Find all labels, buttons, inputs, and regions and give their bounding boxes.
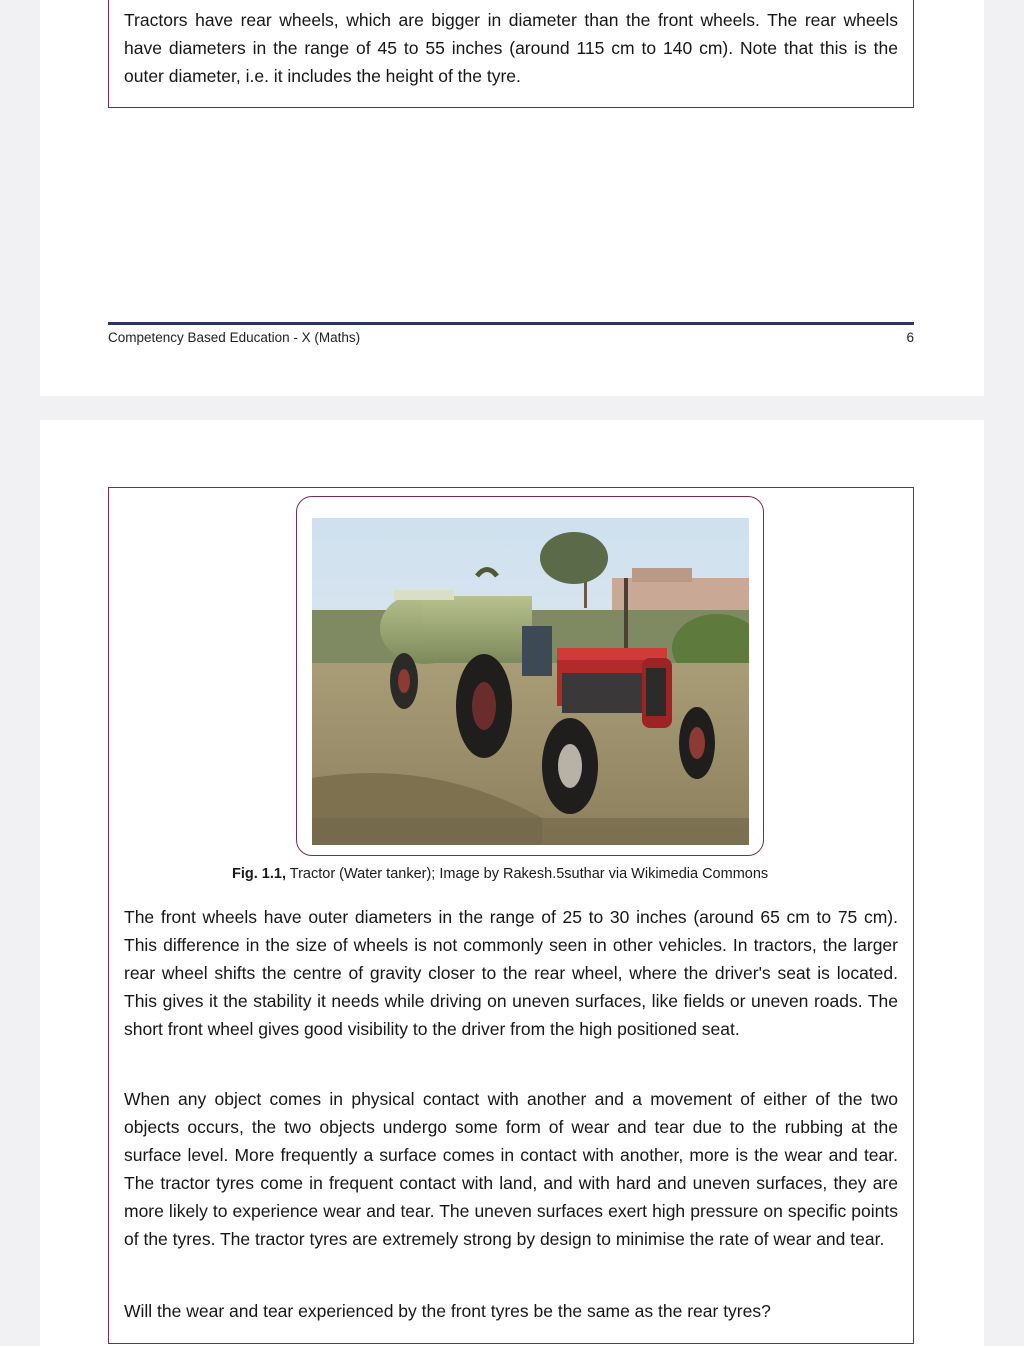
tractor-image xyxy=(312,518,749,845)
figure-caption-text: Tractor (Water tanker); Image by Rakesh.5suthar via Wikimedia Commons xyxy=(286,866,769,882)
intro-paragraph: Tractors have rear wheels, which are bigger in diameter than the front wheels. The rear wheels have diameters in the range of 45 to 55 inches (around 115 cm to 140 cm). Note that this is the outer diameter, i.e. it includes the height of the tyre. xyxy=(124,10,898,86)
paragraph-front-wheels: The front wheels have outer diameters in the range of 25 to 30 inches (around 65 cm to 75 cm). This difference in the size of wheels is not commonly seen in other vehicles. In tractors, the larger rear wheel shifts the centre of gravity closer to the rear wheel, where the driver's seat is located. This gives it the stability it needs while driving on uneven surfaces, like fields or uneven roads. The short front wheel gives good visibility to the driver from the high positioned seat. xyxy=(124,907,898,1039)
figure-label: Fig. 1.1, xyxy=(232,866,286,882)
page-number: 6 xyxy=(906,330,914,345)
footer-rule xyxy=(108,322,914,325)
tractor-photo xyxy=(312,518,749,845)
paragraph-wear-and-tear: When any object comes in physical contact with another and a movement of either of the two objects occurs, the two objects undergo some form of wear and tear due to the rubbing at the surface level. More frequently a surface comes in contact with another, more is the wear and tear. The tractor tyres come in frequent contact with land, and with hard and uneven surfaces, they are more likely to experience wear and tear. The uneven surfaces exert high pressure on specific points of the tyres. The tractor tyres are extremely strong by design to minimise the rate of wear and tear. xyxy=(124,1089,898,1249)
footer-title: Competency Based Education - X (Maths) xyxy=(108,330,361,345)
figure-caption xyxy=(232,866,768,882)
question-paragraph: Will the wear and tear experienced by the front tyres be the same as the rear tyres? xyxy=(124,1301,771,1321)
